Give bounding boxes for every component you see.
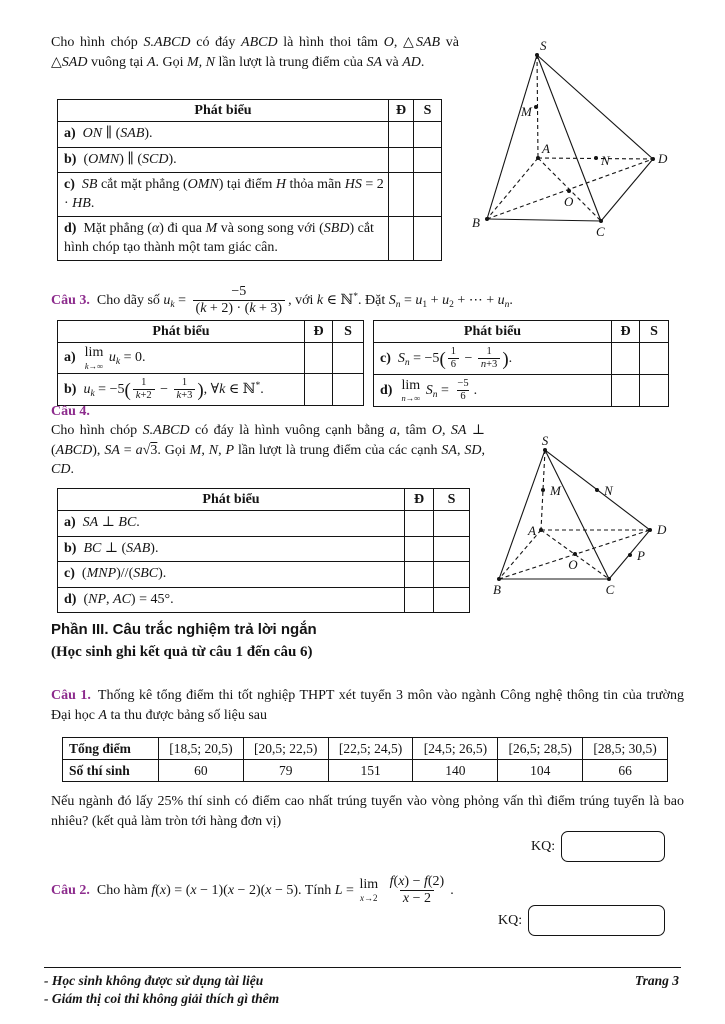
table-row bbox=[58, 562, 470, 588]
answer-cell-false[interactable] bbox=[640, 343, 669, 375]
statement-text: (NP, AC) = 45°. bbox=[83, 591, 174, 607]
count-cell: 140 bbox=[413, 760, 498, 782]
col-header-false: S bbox=[414, 100, 442, 122]
part3-heading: Phần III. Câu trắc nghiệm trả lời ngắn bbox=[51, 621, 317, 638]
vertex-label-d: D bbox=[658, 151, 668, 166]
cau1-heading: Câu 1. bbox=[51, 688, 91, 703]
table-row bbox=[58, 147, 442, 173]
row-label: c) bbox=[64, 566, 75, 581]
col-header-statement: Phát biểu bbox=[58, 489, 405, 511]
interval-cell: [28,5; 30,5) bbox=[583, 738, 668, 760]
col-header-true: Đ bbox=[612, 321, 640, 343]
count-cell: 79 bbox=[243, 760, 328, 782]
footer-rule bbox=[44, 967, 681, 968]
vertex-label-b: B bbox=[472, 215, 480, 230]
row-label: b) bbox=[64, 540, 77, 556]
row-label: d) bbox=[380, 382, 393, 398]
vertex-label-s: S bbox=[541, 433, 549, 448]
page-number: Trang 3 bbox=[634, 973, 679, 988]
count-cell: 151 bbox=[328, 760, 413, 782]
answer-cell-false[interactable] bbox=[434, 587, 470, 613]
statement-text: (MNP)//(SBC). bbox=[81, 566, 167, 581]
cau3-intro bbox=[51, 284, 677, 317]
footer-note-2: - Giám thị coi thi không giải thích gì thêm bbox=[44, 991, 280, 1006]
vertex-label-c: C bbox=[596, 224, 605, 238]
statement-text: $S_n = -5$( $\frac{1}{6}$ − $\frac{1}{n+3}$ ). bbox=[397, 346, 513, 371]
table-row bbox=[58, 536, 470, 562]
answer-cell-true[interactable] bbox=[405, 536, 434, 562]
vertex-label-b: B bbox=[493, 582, 501, 597]
cau2-heading: Câu 2. bbox=[51, 882, 90, 898]
row-header-student-count: Số thí sinh bbox=[63, 760, 159, 782]
col-header-true: Đ bbox=[405, 489, 434, 511]
row-label: a) bbox=[64, 350, 76, 366]
footer-note-1: - Học sinh không được sử dụng tài liệu bbox=[44, 973, 264, 988]
answer-cell-false[interactable] bbox=[414, 217, 442, 261]
cau3-text: Cho dãy số $u_k$ = $\frac{-5}{(k + 2) \cdot (k + 3)}$ , với k ∈ ℕ*. Đặt $S_n = u_1 + u_2$ + ⋯ + $u_n$. bbox=[96, 284, 513, 317]
statement-text: SB cắt mặt phẳng (OMN) tại điểm H thỏa mãn HS = 2 · HB. bbox=[64, 177, 384, 211]
vertex-label-n: N bbox=[604, 483, 613, 498]
statement-text: ON ∥ (SAB). bbox=[82, 126, 153, 141]
col-header-statement: Phát biểu bbox=[58, 321, 305, 343]
part3-subtitle: (Học sinh ghi kết quả từ câu 1 đến câu 6) bbox=[51, 644, 313, 660]
row-label: c) bbox=[380, 350, 391, 366]
row-label: d) bbox=[64, 591, 77, 607]
cau4-heading: Câu 4. bbox=[51, 404, 90, 419]
row-label: d) bbox=[64, 221, 77, 236]
answer-cell-true[interactable] bbox=[405, 587, 434, 613]
table-row bbox=[58, 217, 442, 261]
kq-label: KQ: bbox=[498, 912, 523, 928]
col-header-statement: Phát biểu bbox=[374, 321, 612, 343]
interval-cell: [20,5; 22,5) bbox=[243, 738, 328, 760]
vertex-label-c: C bbox=[605, 582, 615, 597]
col-header-false: S bbox=[434, 489, 470, 511]
row-label: a) bbox=[64, 126, 76, 141]
figure-pyramid-rhombus bbox=[466, 34, 676, 238]
col-header-true: Đ bbox=[305, 321, 333, 343]
table-row bbox=[58, 511, 470, 537]
cau2-answer-box[interactable] bbox=[528, 905, 665, 936]
cau4-intro: Cho hình chóp S.ABCD có đáy là hình vuông cạnh bằng a, tâm O, SA ⊥ (ABCD), SA = a√3. Gọi M, N, P lần lượt là trung điểm của các cạnh SA, SD, CD. bbox=[51, 423, 486, 477]
count-cell: 66 bbox=[583, 760, 668, 782]
row-header-total-score: Tổng điểm bbox=[63, 738, 159, 760]
vertex-label-a: A bbox=[528, 523, 536, 538]
answer-cell-true[interactable] bbox=[389, 122, 414, 148]
answer-cell-false[interactable] bbox=[434, 511, 470, 537]
statement-text: Mặt phẳng (α) đi qua M và song song với (SBD) cắt hình chóp tạo thành một tam giác cân. bbox=[64, 221, 374, 255]
vertex-label-o: O bbox=[568, 557, 578, 572]
answer-cell-true[interactable] bbox=[612, 375, 640, 407]
table-row bbox=[58, 587, 470, 613]
row-label: b) bbox=[64, 151, 77, 167]
figure-pyramid-square bbox=[478, 430, 683, 602]
cau3-heading: Câu 3. bbox=[51, 292, 90, 308]
cau1-question: Nếu ngành đó lấy 25% thí sinh có điểm cao nhất trúng tuyển vào vòng phỏng vấn thì điểm trúng tuyển là bao nhiêu? (kết quả làm tròn tới hàng đơn vị) bbox=[51, 794, 684, 829]
interval-cell: [26,5; 28,5) bbox=[498, 738, 583, 760]
cau1-text: Thống kê tổng điểm thi tốt nghiệp THPT xét tuyển 3 môn vào ngành Công nghệ thông tin của trường Đại học A ta thu được bảng số liệu sau bbox=[51, 688, 684, 723]
cau1-answer-row bbox=[531, 831, 665, 862]
vertex-label-s: S bbox=[540, 38, 547, 53]
answer-cell-true[interactable] bbox=[612, 343, 640, 375]
table-row bbox=[63, 760, 668, 782]
statement-table-cau3-right bbox=[373, 320, 669, 407]
statement-text: SA ⊥ BC. bbox=[82, 515, 140, 530]
row-label: c) bbox=[64, 177, 75, 192]
statement-text: lim k→∞ $u_k = 0$. bbox=[84, 345, 146, 371]
cau2-answer-row bbox=[498, 905, 665, 936]
col-header-true: Đ bbox=[389, 100, 414, 122]
statement-table-top bbox=[57, 99, 442, 261]
interval-cell: [22,5; 24,5) bbox=[328, 738, 413, 760]
answer-cell-false[interactable] bbox=[333, 374, 364, 406]
answer-cell-true[interactable] bbox=[305, 343, 333, 374]
answer-cell-true[interactable] bbox=[305, 374, 333, 406]
statement-table-cau4 bbox=[57, 488, 470, 613]
col-header-statement: Phát biểu bbox=[58, 100, 389, 122]
statement-text: $u_k = -5$( $\frac{1}{k+2}$ − $\frac{1}{k+3}$ ), ∀k ∈ ℕ*. bbox=[83, 377, 264, 402]
answer-cell-true[interactable] bbox=[389, 147, 414, 173]
answer-cell-true[interactable] bbox=[405, 562, 434, 588]
table-row bbox=[63, 738, 668, 760]
answer-cell-false[interactable] bbox=[333, 343, 364, 374]
cau1-answer-box[interactable] bbox=[561, 831, 665, 862]
statement-text: (OMN) ∥ (SCD). bbox=[83, 151, 177, 167]
vertex-label-m: M bbox=[521, 104, 532, 119]
statement-text: lim n→∞ $S_n$ = $\frac{-5}{6}$ . bbox=[401, 377, 478, 404]
vertex-label-m: M bbox=[550, 483, 561, 498]
answer-cell-false[interactable] bbox=[414, 173, 442, 217]
row-label: b) bbox=[64, 381, 77, 397]
answer-cell-false[interactable] bbox=[414, 147, 442, 173]
answer-cell-true[interactable] bbox=[389, 173, 414, 217]
vertex-label-p: P bbox=[637, 548, 645, 563]
count-cell: 104 bbox=[498, 760, 583, 782]
kq-label: KQ: bbox=[531, 838, 556, 854]
statement-table-cau3-left bbox=[57, 320, 364, 406]
table-row bbox=[58, 122, 442, 148]
cau2-text: Cho hàm f(x) = (x − 1)(x − 2)(x − 5). Tính L = lim x→2 $\frac{f(x) - f(2)}{x - 2}$ . bbox=[96, 874, 454, 907]
table-row bbox=[374, 375, 669, 407]
count-cell: 60 bbox=[159, 760, 244, 782]
cau2-intro bbox=[51, 874, 684, 907]
score-frequency-table bbox=[62, 737, 668, 782]
answer-cell-false[interactable] bbox=[434, 536, 470, 562]
vertex-label-n: N bbox=[601, 153, 610, 168]
vertex-label-d: D bbox=[657, 522, 667, 537]
table-row bbox=[58, 374, 364, 406]
statement-text: BC ⊥ (SAB). bbox=[83, 540, 159, 556]
row-label: a) bbox=[64, 515, 76, 530]
vertex-label-a: A bbox=[542, 141, 550, 156]
answer-cell-false[interactable] bbox=[640, 375, 669, 407]
col-header-false: S bbox=[640, 321, 669, 343]
vertex-label-o: O bbox=[564, 194, 574, 209]
answer-cell-true[interactable] bbox=[405, 511, 434, 537]
table-row bbox=[58, 343, 364, 374]
answer-cell-true[interactable] bbox=[389, 217, 414, 261]
interval-cell: [24,5; 26,5) bbox=[413, 738, 498, 760]
table-row bbox=[374, 343, 669, 375]
col-header-false: S bbox=[333, 321, 364, 343]
problem-top-intro: Cho hình chóp S.ABCD có đáy ABCD là hình thoi tâm O, △SAB và △SAD vuông tại A. Gọi M, N lần lượt là trung điểm của SA và AD. bbox=[51, 35, 459, 70]
table-row bbox=[58, 173, 442, 217]
interval-cell: [18,5; 20,5) bbox=[159, 738, 244, 760]
cau1-intro bbox=[51, 686, 684, 725]
answer-cell-false[interactable] bbox=[414, 122, 442, 148]
answer-cell-false[interactable] bbox=[434, 562, 470, 588]
